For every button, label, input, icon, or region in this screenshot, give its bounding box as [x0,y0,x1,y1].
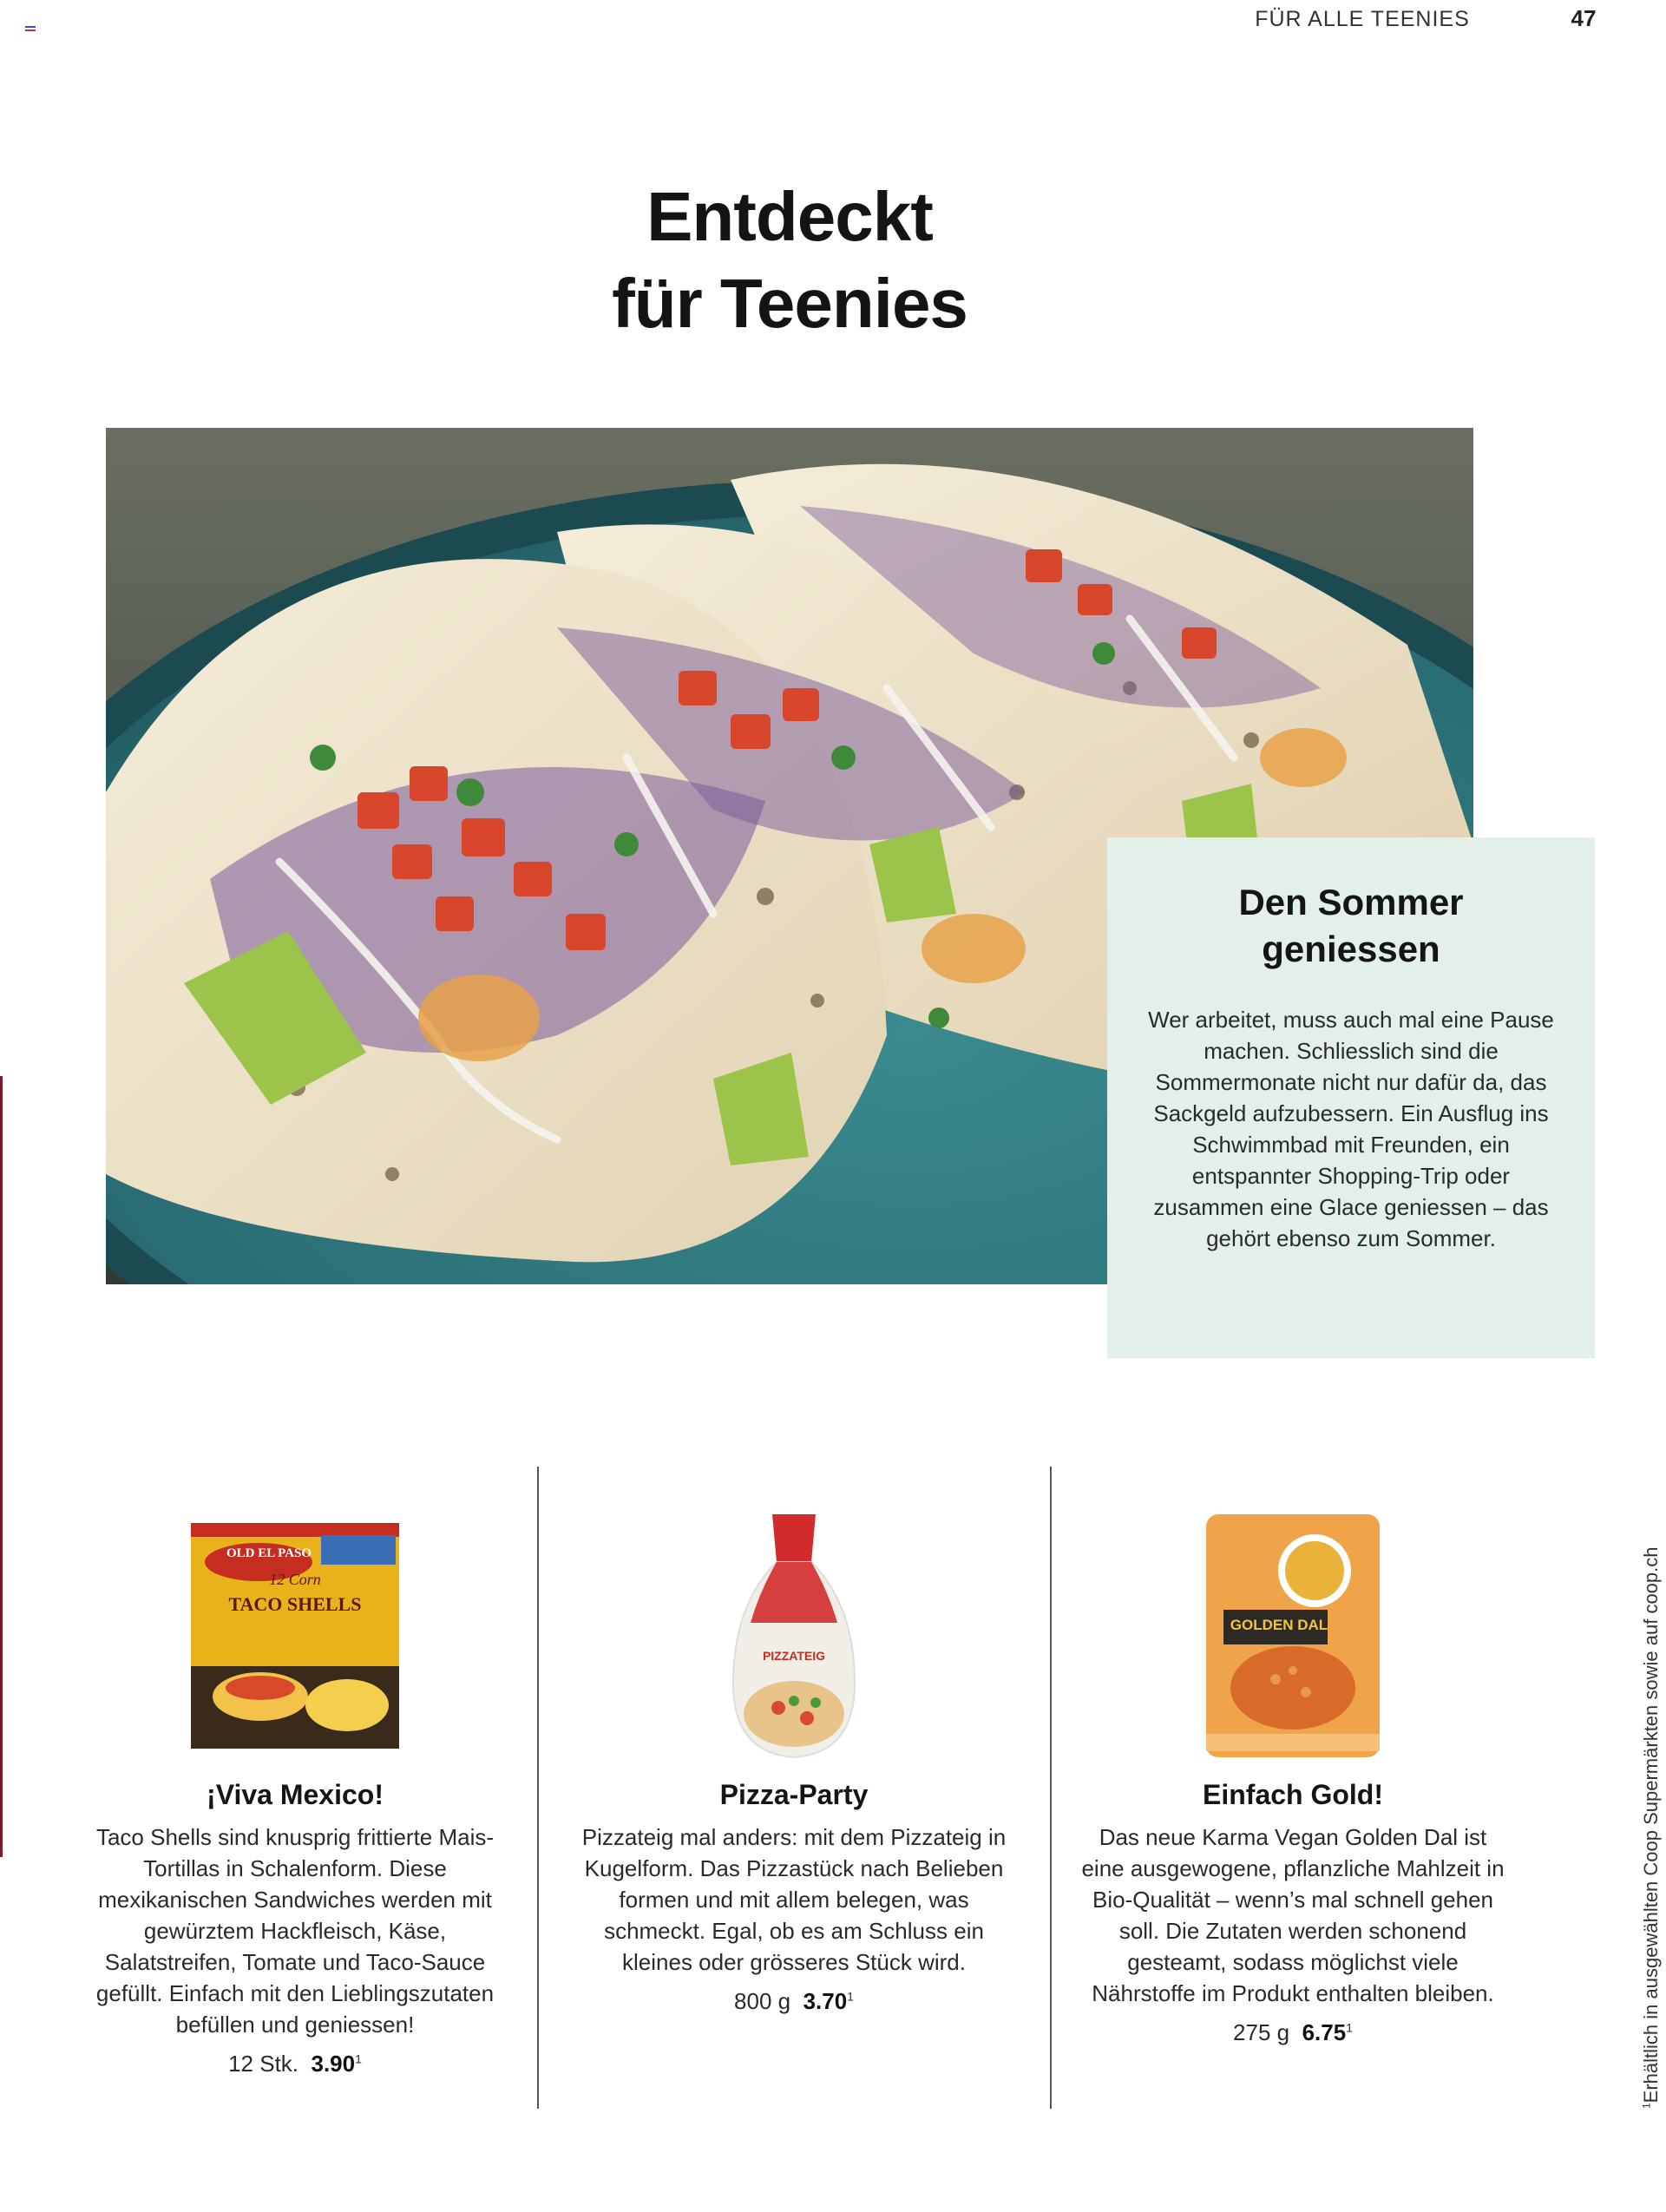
product-price-value: 6.75 [1302,2019,1347,2045]
product-quantity: 12 Stk. [228,2051,299,2077]
product-price [78,2051,512,2077]
info-box-heading-line-2: geniessen [1262,929,1440,969]
column-divider [1050,1467,1052,2109]
info-box-heading-line-1: Den Sommer [1238,882,1464,922]
product-quantity: 275 g [1233,2019,1290,2045]
taco-shells-sub: 12 Corn [269,1571,321,1588]
footnote [1640,1458,1663,2109]
product-taco-shells [78,1510,512,2077]
taco-shells-brand: OLD EL PASO [226,1546,312,1560]
summer-info-box [1107,837,1595,1358]
product-price [577,1988,1011,2015]
footnote-mark: 1 [1640,2103,1653,2109]
product-description: Taco Shells sind knusprig frittierte Mais-Tortillas in Schalenform. Diese mexikanischen Sandwiches werden mit gewürztem Hackfleisch, Käse, Salatstreifen, Tomate und Taco-Sauce gefüllt. Einfach mit den Lieblingszutaten befüllen und geniessen! [95,1824,495,2038]
column-divider [537,1467,539,2109]
page-title-line-1: Entdeckt [646,178,933,255]
page-number: 47 [1571,5,1597,31]
pizzateig-bag-icon [725,1510,863,1762]
product-title: Einfach Gold! [1203,1779,1383,1810]
golden-dal-name: GOLDEN DAL [1230,1617,1328,1633]
product-quantity: 800 g [734,1988,791,2014]
product-price-value: 3.90 [311,2051,356,2077]
taco-shells-package [191,1510,399,1762]
price-footnote-mark: 1 [355,2051,362,2066]
price-footnote-mark: 1 [847,1989,854,2004]
product-description: Pizzateig mal anders: mit dem Pizzateig in Kugelform. Das Pizzastück nach Belieben formen und mit allem belegen, was schmeckt. Egal, ob es am Schluss ein kleines oder grösseres Stück wird. [581,1824,1007,1975]
taco-shells-name: TACO SHELLS [228,1593,362,1615]
product-pizzateig [577,1510,1011,2015]
info-box-body: Wer arbeitet, muss auch mal eine Pause machen. Schliesslich sind die Sommermonate nicht nur dafür da, das Sackgeld aufzubessern. Ein Ausflug ins Schwimmbad mit Freunden, ein entspannter Shopping-Trip oder zusammen eine Glace geniessen – das gehört ebenso zum Sommer. [1148,1007,1554,1251]
page-title [486,174,1093,347]
info-box-heading [1138,879,1564,973]
corner-flag-icon [25,26,36,35]
section-label: FÜR ALLE TEENIES [1255,7,1470,31]
price-footnote-mark: 1 [1346,2020,1353,2035]
golden-dal-package [1206,1510,1380,1762]
product-price-value: 3.70 [803,1988,848,2014]
product-description: Das neue Karma Vegan Golden Dal ist eine ausgewogene, pflanzliche Mahlzeit in Bio-Qualität – wenn’s mal schnell gehen soll. Die Zutaten werden schonend gesteamt, sodass möglichst viele Nährstoffe im Produkt enthalten bleiben. [1081,1824,1505,2006]
product-title: ¡Viva Mexico! [207,1779,384,1810]
product-price [1076,2019,1510,2046]
footnote-text: Erhältlich in ausgewählten Coop Supermärkten sowie auf coop.ch [1640,1546,1662,2104]
pizzateig-name: PIZZATEIG [762,1649,826,1663]
page-edge-strip [0,1076,3,1857]
product-title: Pizza-Party [719,1779,869,1810]
page-title-line-2: für Teenies [612,265,967,342]
product-golden-dal [1076,1510,1510,2046]
pizzateig-package [725,1510,863,1762]
golden-dal-pouch-icon [1206,1510,1380,1762]
